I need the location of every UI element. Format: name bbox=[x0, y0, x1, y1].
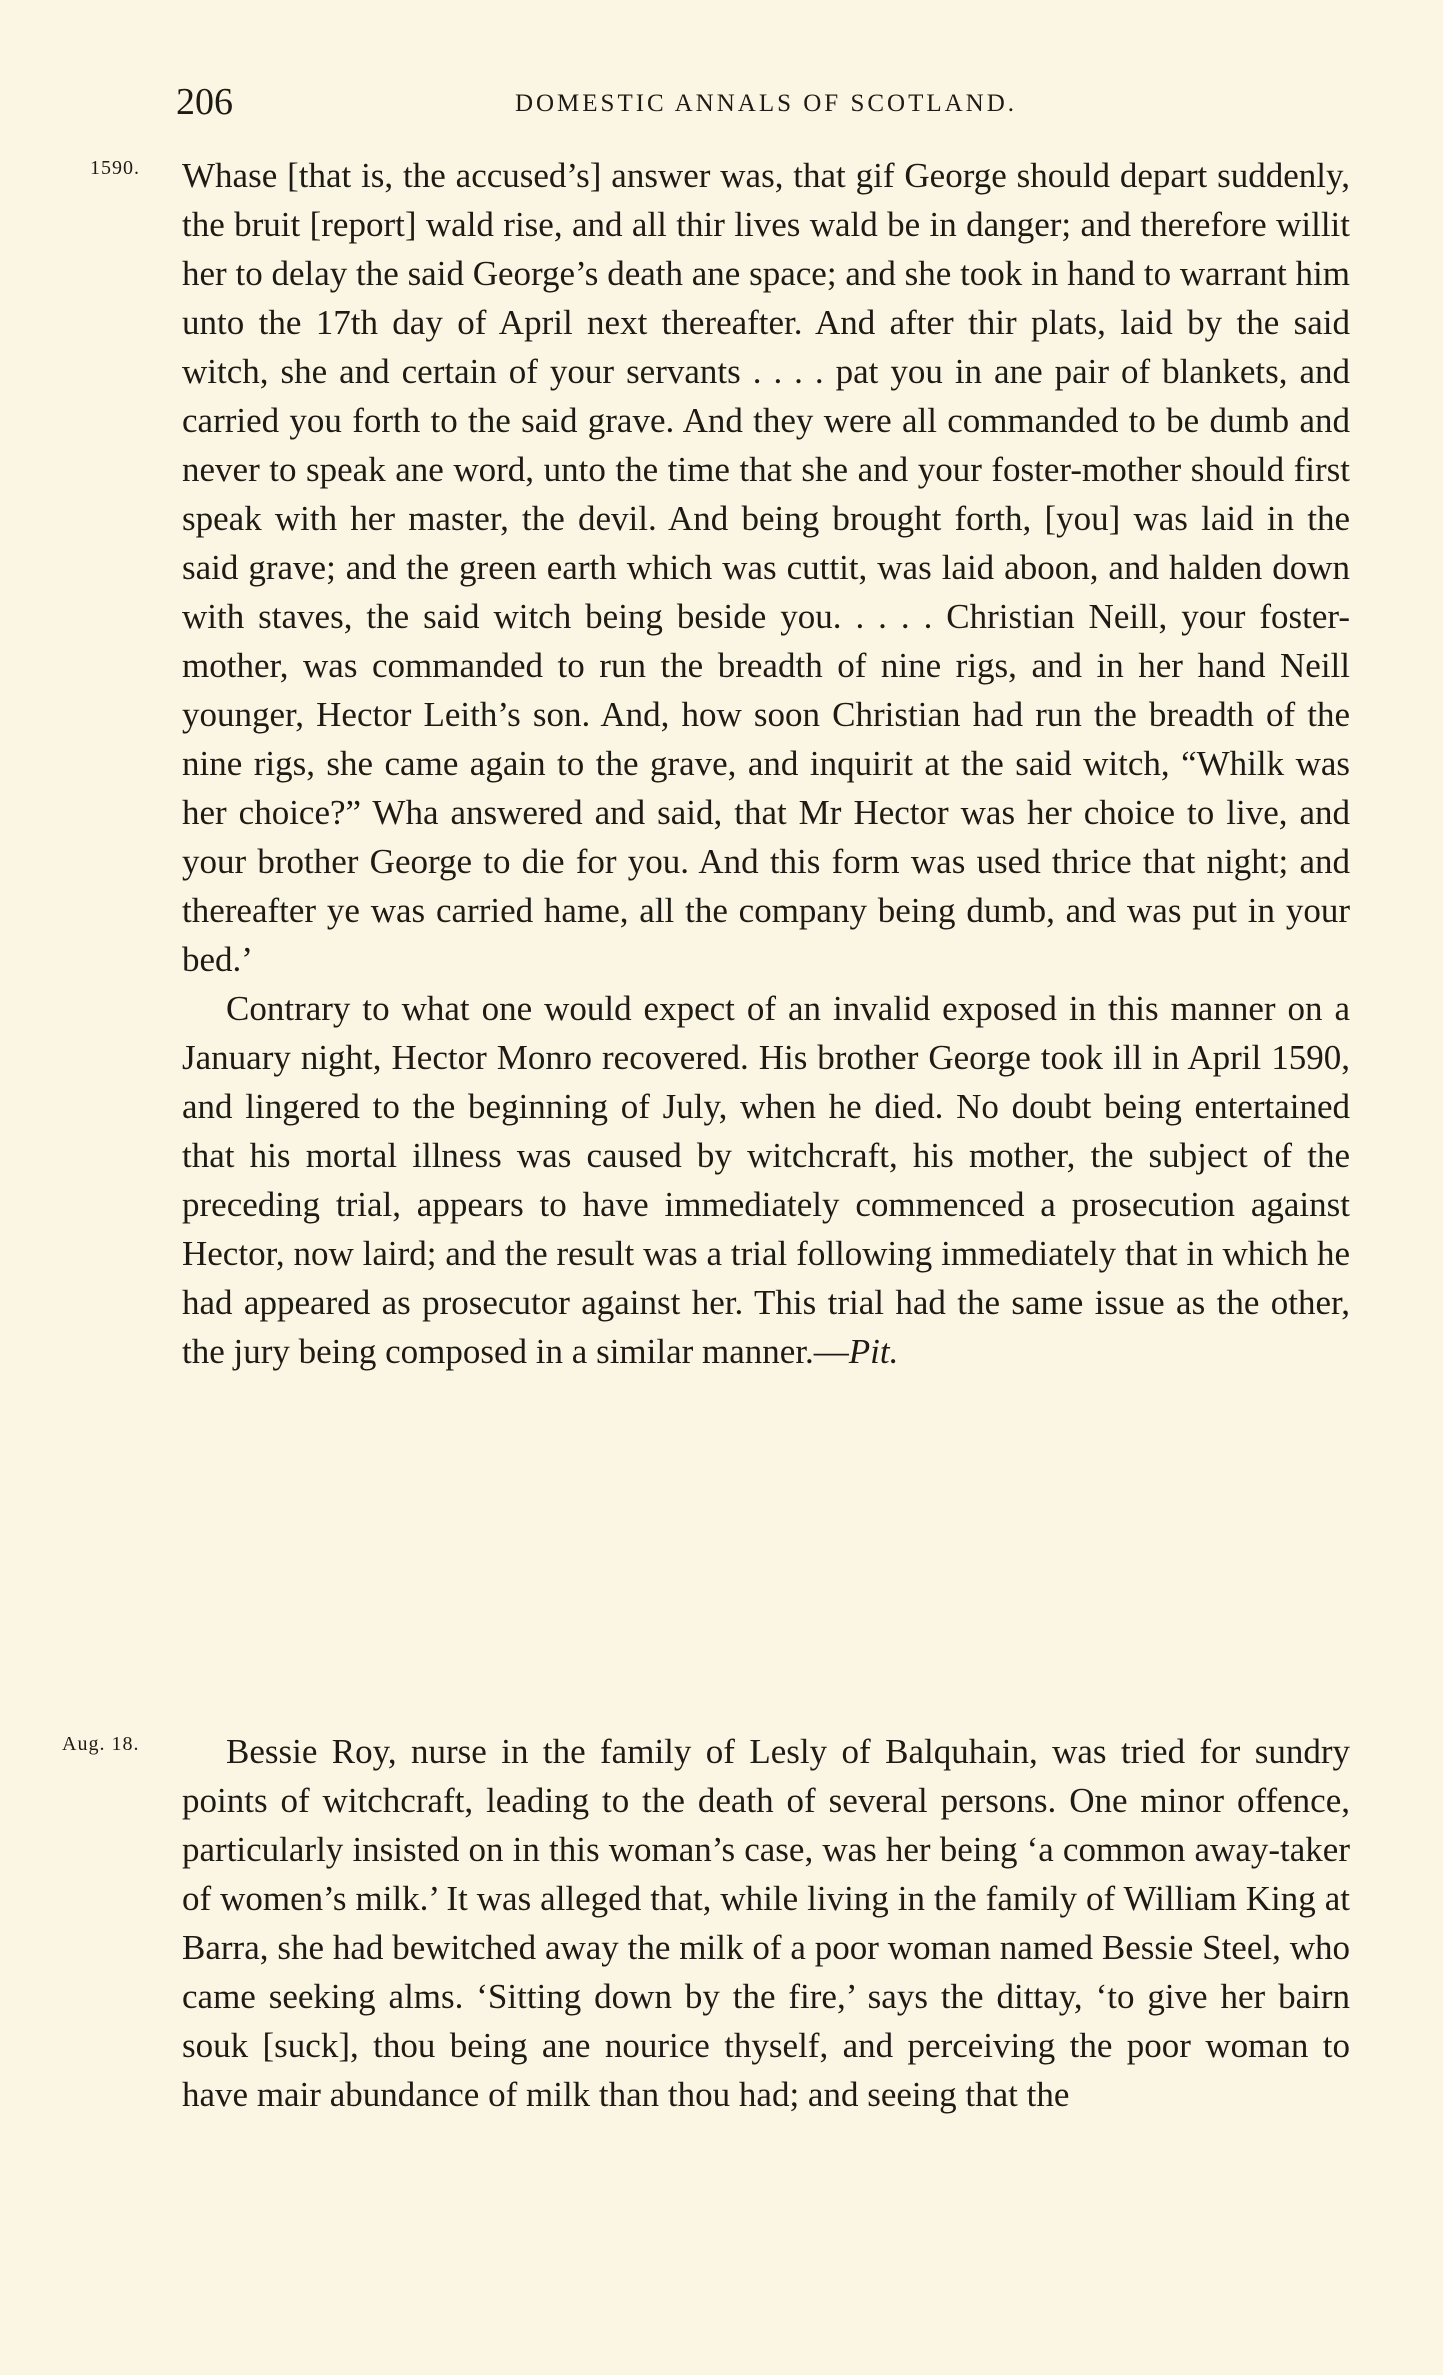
section-1590 bbox=[182, 151, 1350, 1376]
page-number: 206 bbox=[176, 81, 233, 123]
margin-note-year: 1590. bbox=[90, 157, 140, 179]
section-aug-18 bbox=[182, 1727, 1350, 2119]
source-citation: Pit. bbox=[848, 1332, 899, 1371]
margin-note-date: Aug. 18. bbox=[62, 1733, 140, 1755]
paragraph-text: Contrary to what one would expect of an invalid exposed in this manner on a January night, Hector Monro recovered. His brother George took ill in April 1590, and lingered to the beginning of July, when he died. No doubt being entertained that his mortal illness was caused by witchcraft, his mother, the subject of the preceding trial, appears to have immediately commenced a prosecution against Hector, now laird; and the result was a trial following immediately that in which he had appeared as prosecutor against her. This trial had the same issue as the other, the jury being composed in a similar manner.— bbox=[182, 989, 1350, 1371]
running-head bbox=[176, 78, 1356, 128]
body-paragraph: Whase [that is, the accused’s] answer was, that gif George should depart suddenly, the bruit [report] wald rise, and all thir lives wald be in danger; and therefore willit her to delay the said George’s death ane space; and she took in hand to warrant him unto the 17th day of April next thereafter. And after thir plats, laid by the said witch, she and certain of your servants . . . . pat you in ane pair of blankets, and carried you forth to the said grave. And they were all commanded to be dumb and never to speak ane word, unto the time that she and your foster-mother should first speak with her master, the devil. And being brought forth, [you] was laid in the said grave; and the green earth which was cuttit, was laid aboon, and halden down with staves, the said witch being beside you. . . . . Christian Neill, your foster-mother, was commanded to run the breadth of nine rigs, and in her hand Neill younger, Hector Leith’s son. And, how soon Christian had run the breadth of the nine rigs, she came again to the grave, and inquirit at the said witch, “Whilk was her choice?” Wha answered and said, that Mr Hector was her choice to live, and your brother George to die for you. And this form was used thrice that night; and thereafter ye was carried hame, all the company being dumb, and was put in your bed.’ bbox=[182, 156, 1350, 979]
running-head-title: DOMESTIC ANNALS OF SCOTLAND. bbox=[514, 90, 1018, 117]
body-paragraph: Bessie Roy, nurse in the family of Lesly of Balquhain, was tried for sundry points of witchcraft, leading to the death of several persons. One minor offence, particularly insisted on in this woman’s case, was her being ‘a common away-taker of women’s milk.’ It was alleged that, while living in the family of William King at Barra, she had bewitched away the milk of a poor woman named Bessie Steel, who came seeking alms. ‘Sitting down by the fire,’ says the dittay, ‘to give her bairn souk [suck], thou being ane nourice thyself, and perceiving the poor woman to have mair abundance of milk than thou had; and seeing that the bbox=[182, 1732, 1350, 2114]
body-paragraph bbox=[182, 984, 1350, 1376]
